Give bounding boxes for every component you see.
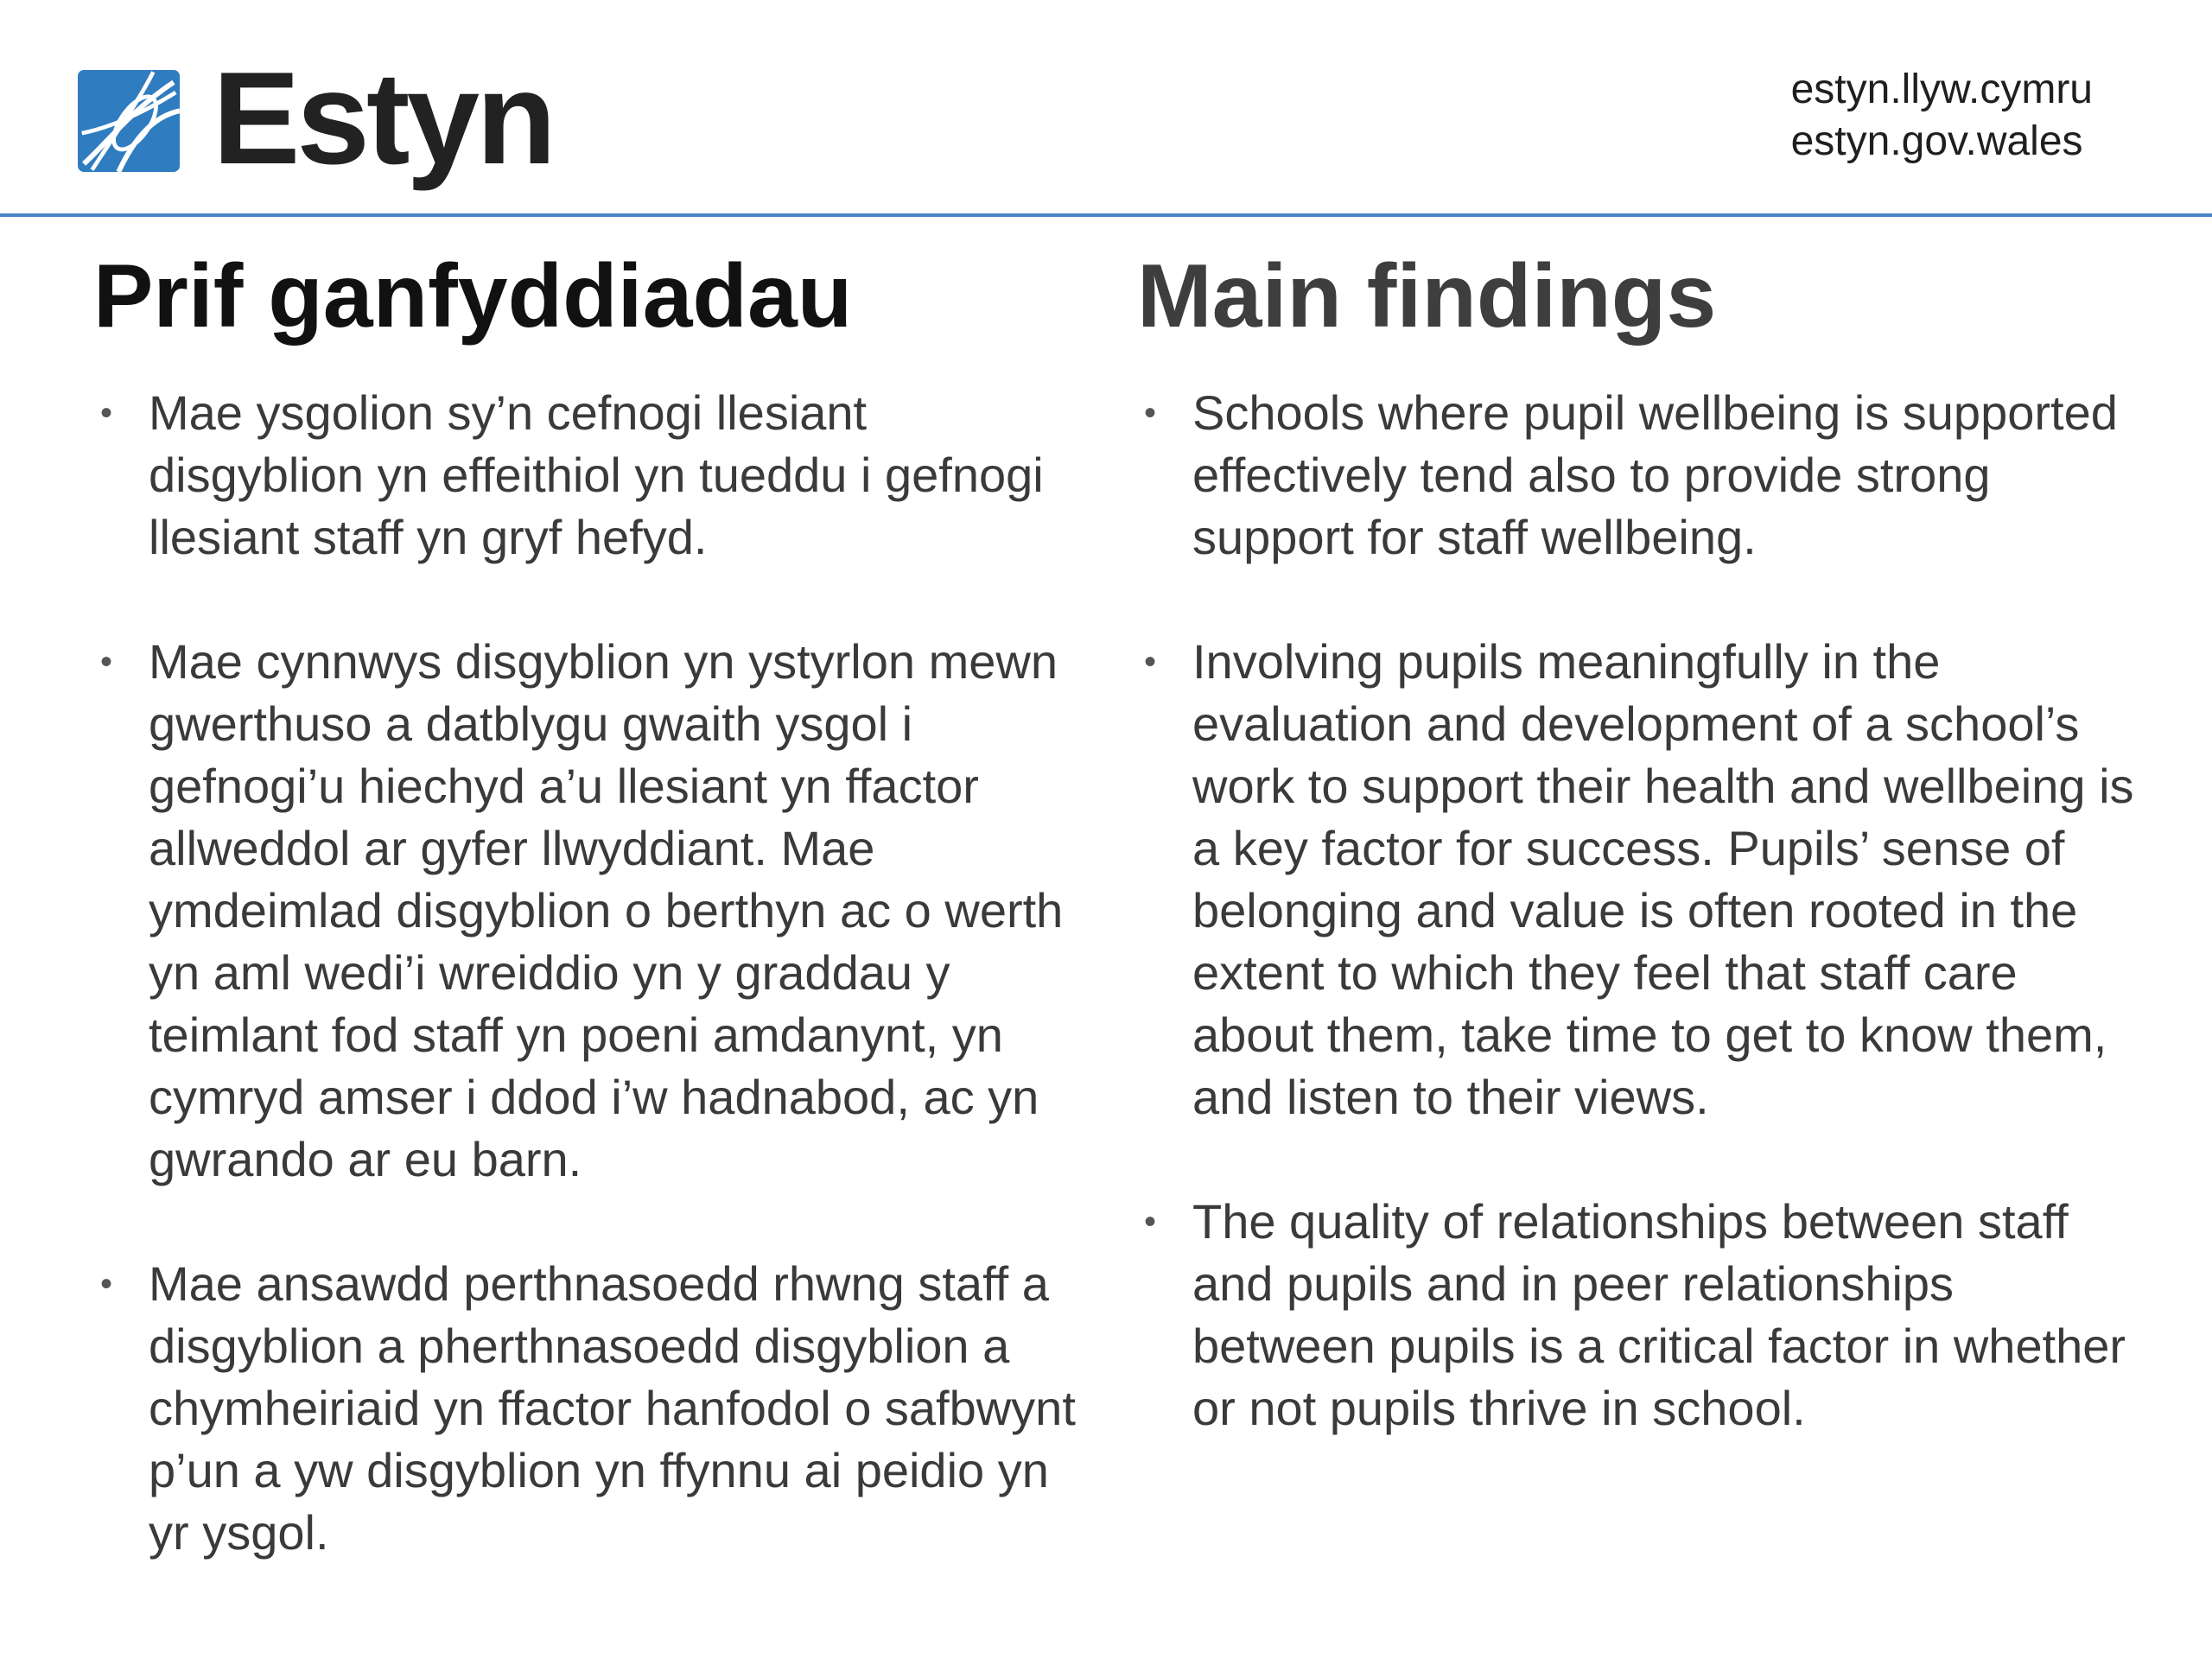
bullet-icon: •	[1143, 1203, 1156, 1241]
page-header	[0, 0, 2212, 216]
bullet-icon: •	[1143, 643, 1156, 681]
welsh-heading: Prif ganfyddiadau	[93, 246, 853, 346]
list-item	[1137, 1191, 2148, 1440]
bullet-icon: •	[99, 394, 112, 432]
english-findings-list	[1137, 382, 2148, 1440]
welsh-finding-3: Mae ansawdd perthnasoedd rhwng staff a disgyblion a pherthnasoedd disgyblion a chymheiriaid yn ffactor hanfodol o safbwynt p’un a yw disgyblion yn ffynnu ai peidio yn yr ysgol.	[149, 1256, 1076, 1560]
english-finding-3: The quality of relationships between staff and pupils and in peer relationships between pupils is a critical factor in whether or not pupils thrive in school.	[1192, 1194, 2126, 1435]
url-welsh[interactable]: estyn.llyw.cymru	[1790, 67, 2093, 112]
list-item	[1137, 382, 2148, 569]
list-item	[1137, 631, 2148, 1128]
list-item	[93, 631, 1078, 1191]
estyn-logo[interactable]	[78, 43, 553, 199]
bullet-icon: •	[99, 1265, 112, 1303]
english-column	[1137, 240, 2148, 1502]
list-item	[93, 1253, 1078, 1564]
english-finding-2: Involving pupils meaningfully in the evaluation and development of a school’s work to support their health and wellbeing is a key factor for success. Pupils’ sense of belonging and value is often rooted in the extent to which they feel that staff care about them, take time to get to know them, and listen to their views.	[1192, 634, 2134, 1124]
welsh-findings-list	[93, 382, 1078, 1564]
welsh-column	[93, 240, 1078, 1626]
english-heading: Main findings	[1137, 246, 1717, 346]
english-finding-1: Schools where pupil wellbeing is supported effectively tend also to provide strong support for staff wellbeing.	[1192, 385, 2118, 564]
website-urls	[1791, 64, 2093, 168]
welsh-finding-2: Mae cynnwys disgyblion yn ystyrlon mewn gwerthuso a datblygu gwaith ysgol i gefnogi’u hiechyd a’u llesiant yn ffactor allweddol ar gyfer llwyddiant. Mae ymdeimlad disgyblion o berthyn ac o werth yn aml wedi’i wreiddio yn y graddau y teimlant fod staff yn poeni amdanynt, yn cymryd amser i ddod i’w hadnabod, ac yn gwrando ar eu barn.	[149, 634, 1064, 1186]
welsh-finding-1: Mae ysgolion sy’n cefnogi llesiant disgyblion yn effeithiol yn tueddu i gefnogi llesiant staff yn gryf hefyd.	[149, 385, 1044, 564]
logo-wordmark: Estyn	[213, 45, 553, 192]
bullet-icon: •	[99, 643, 112, 681]
url-english[interactable]: estyn.gov.wales	[1790, 118, 2083, 164]
list-item	[93, 382, 1078, 569]
header-divider	[0, 213, 2212, 217]
bullet-icon: •	[1143, 394, 1156, 432]
estyn-logo-icon	[78, 70, 180, 172]
